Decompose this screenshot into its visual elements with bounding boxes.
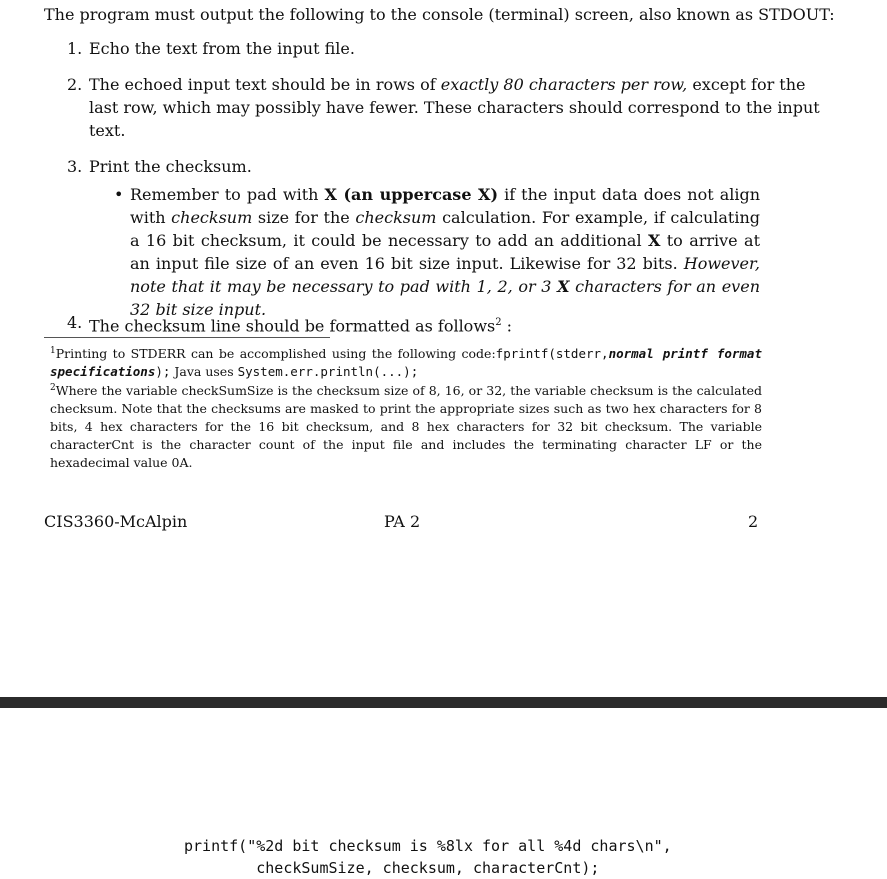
item-number: 2. (67, 75, 83, 94)
footer-page-number: 2 (748, 512, 759, 531)
footnote-1: $^1$Printing to STDERR can be accomplished using the following code:fprintf(stderr,normal printf format specifications); Java uses System.err.println(...); (50, 346, 762, 380)
item-text: text. (89, 121, 126, 140)
item-text: The checksum line should be formatted as follows$^2$ : (89, 316, 513, 336)
item-number: 1. (67, 39, 83, 58)
footnote-mark: 1 (50, 346, 56, 356)
page-break-divider (0, 697, 887, 708)
footer-assignment: PA 2 (384, 512, 421, 531)
lead-paragraph: The program must output the following to the console (terminal) screen, also known as STDOUT: (44, 5, 835, 24)
footnote-mark: 2 (50, 383, 56, 393)
item-text: Print the checksum. (89, 157, 252, 176)
footer-course: CIS3360-McAlpin (44, 512, 188, 531)
item-number: 4. (67, 313, 83, 332)
item-text: last row, which may possibly have fewer. These characters should correspond to the input (89, 98, 820, 117)
item-number: 3. (67, 157, 83, 176)
footnote-rule (44, 337, 330, 338)
item-text-emphasis: exactly 80 characters per row, (440, 75, 688, 94)
bullet-text: Remember to pad with X (an uppercase X) if the input data does not align with checksum size for the checksum calculation. For example, if calculating a 16 bit checksum, it could be necessary to add an additional X to arrive at an input file size of an even 16 bit size input. Likewise for 32 bits. However, note that it may be necessary to pad with 1, 2, or 3 X characters for an even 32 bit size input. (130, 185, 761, 319)
item-text: The echoed input text should be in rows of (89, 75, 441, 94)
item-text: except for the (687, 75, 806, 94)
footnote-2: $^2$Where the variable checkSumSize is the checksum size of 8, 16, or 32, the variable checksum is the calculated checksum. Note that the checksums are masked to print the appropriate sizes such as two hex characters for 8 bits, 4 hex characters for the 16 bit checksum, and 8 hex characters for 32 bit checksum. The variable characterCnt is the character count of the input file and includes the terminating character LF or the hexadecimal value 0A. (50, 383, 762, 471)
code-line-1: printf("%2d bit checksum is %8lx for all %4d chars\n", (184, 837, 672, 855)
item-text: Echo the text from the input file. (89, 39, 355, 58)
bullet-dot: • (114, 185, 124, 204)
code-line-2: checkSumSize, checksum, characterCnt); (184, 859, 600, 877)
